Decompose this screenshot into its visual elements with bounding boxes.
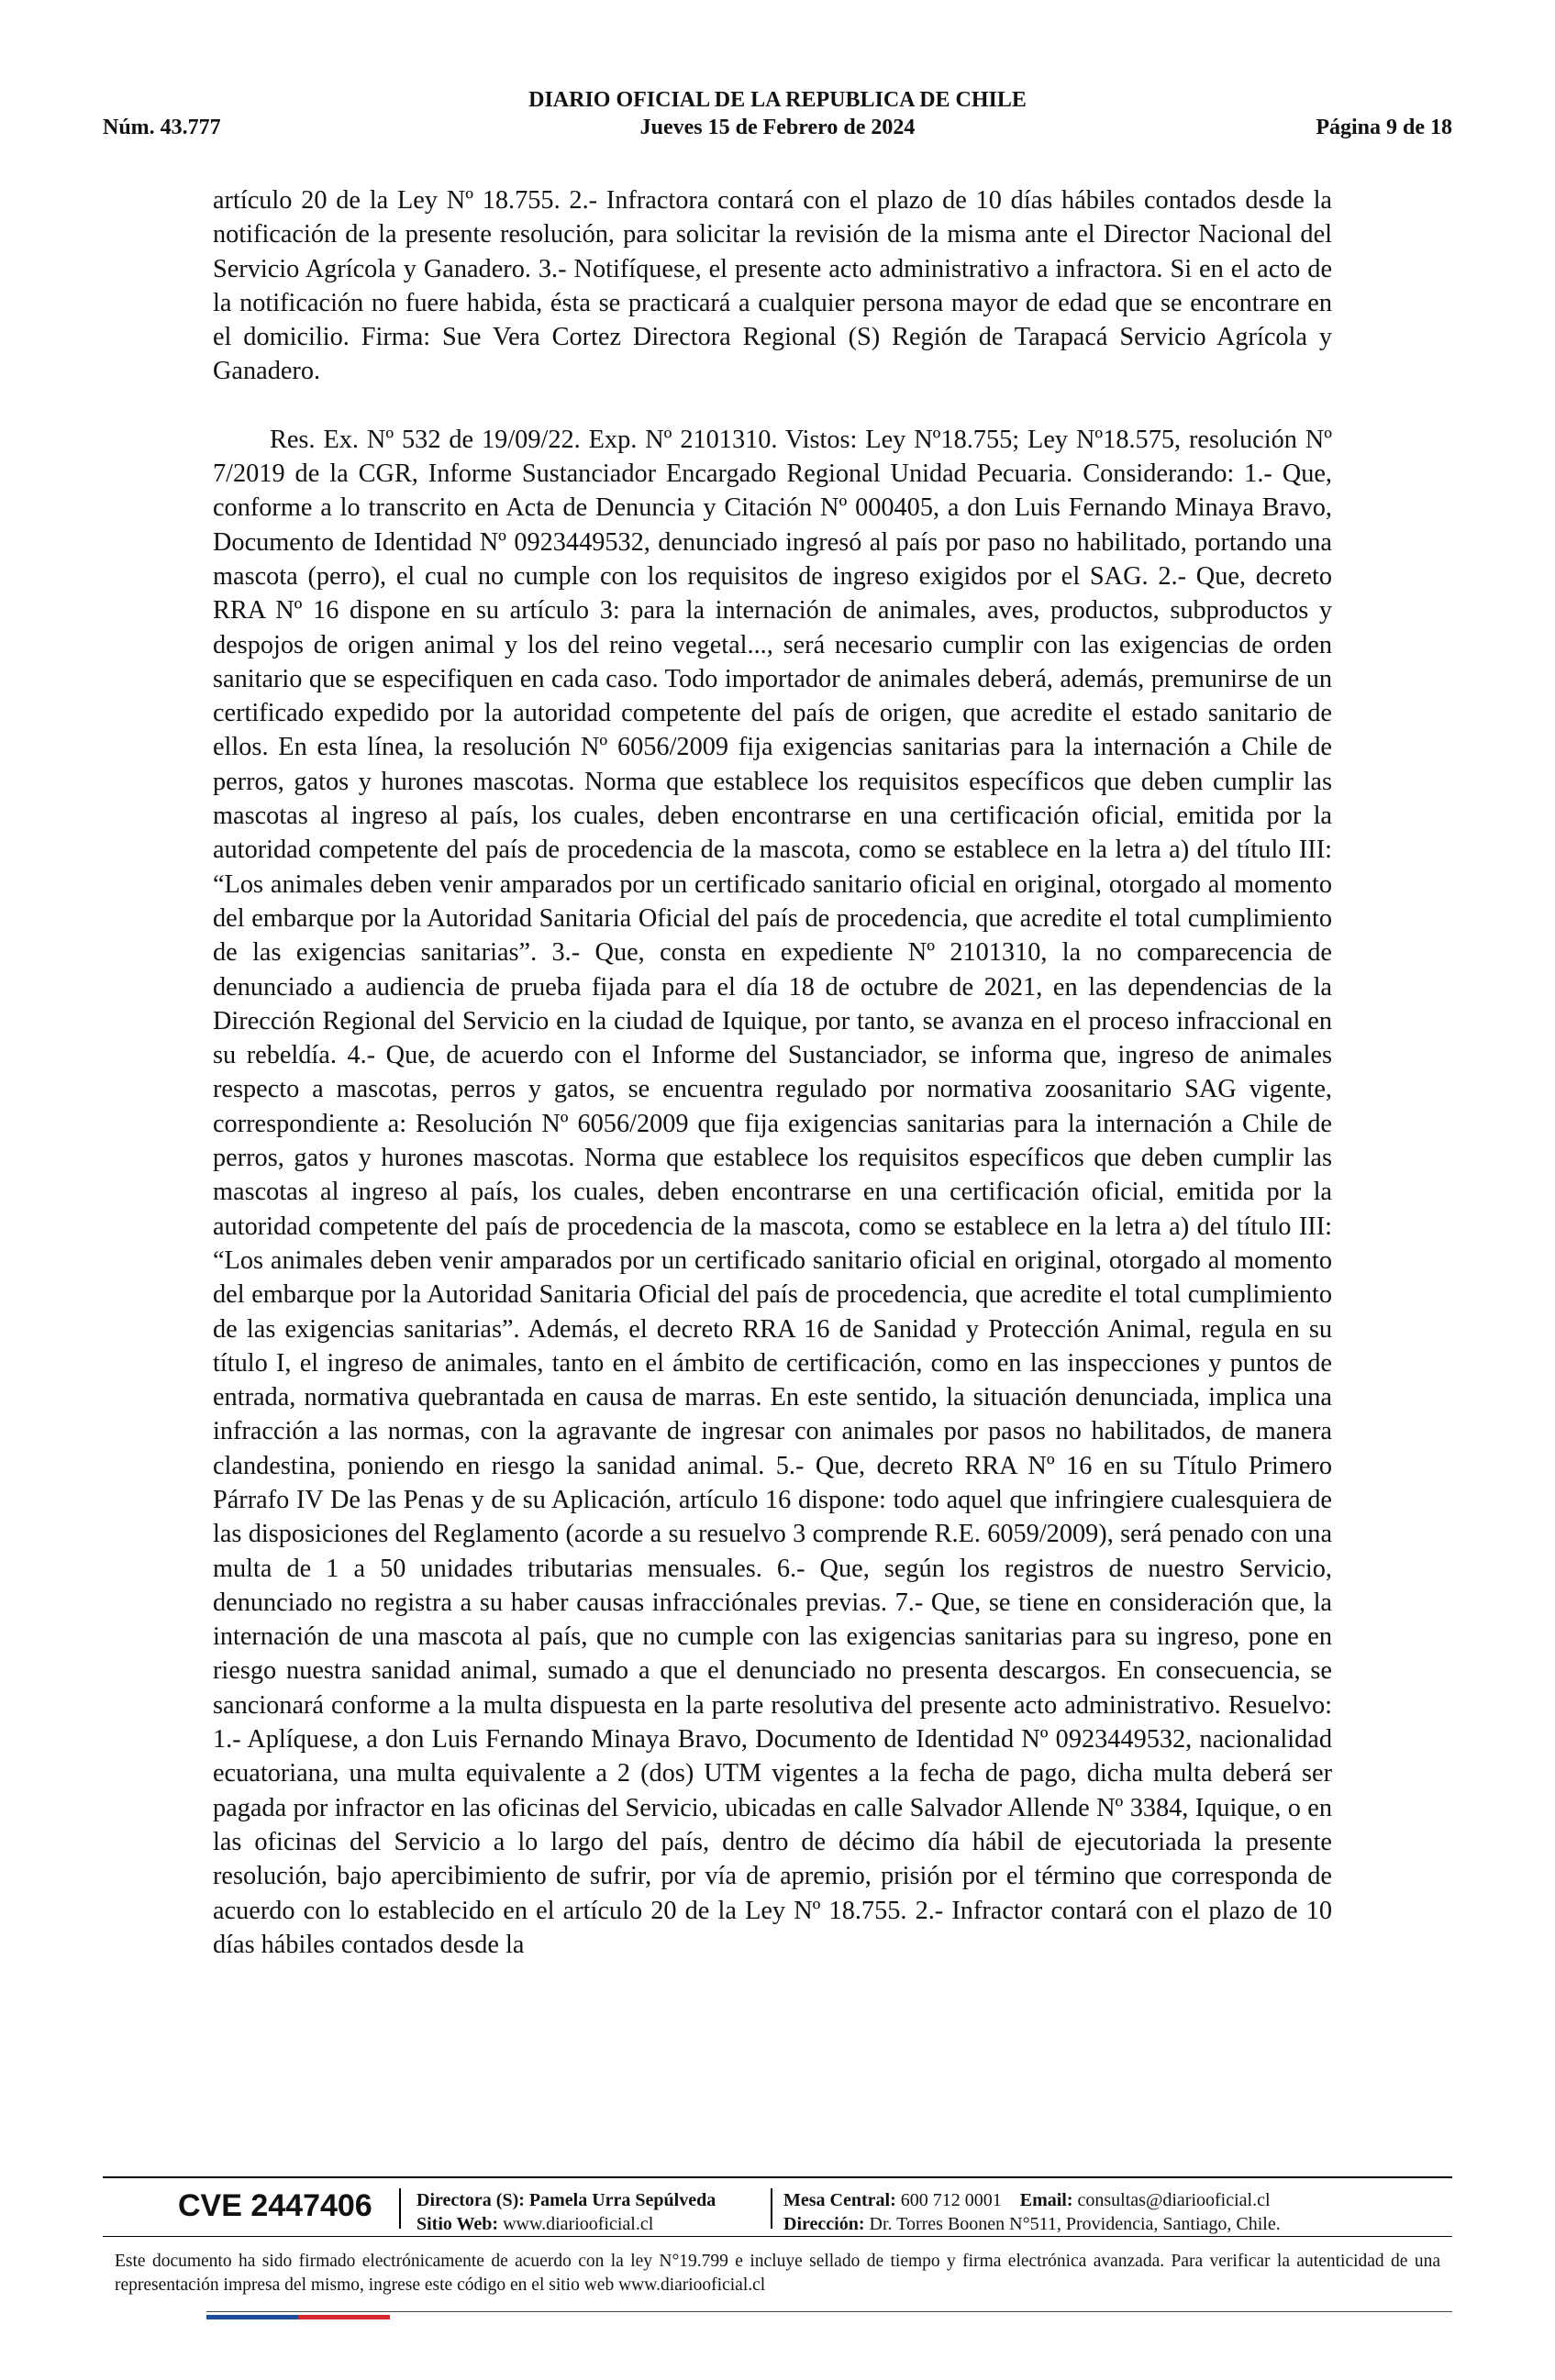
address-value: Dr. Torres Boonen N°511, Providencia, Santiago, Chile.: [869, 2214, 1281, 2234]
body-paragraph-1: artículo 20 de la Ley Nº 18.755. 2.- Infractora contará con el plazo de 10 días hábiles contados desde la notificación de la presente resolución, para solicitar la revisión de la misma ante el Director Nacional del Servicio Agrícola y Ganadero. 3.- Notifíquese, el presente acto administrativo a infractora. Si en el acto de la notificación no fuere habida, ésta se practicará a cualquier persona mayor de edad que se encontrare en el domicilio. Firma: Sue Vera Cortez Directora Regional (S) Región de Tarapacá Servicio Agrícola y Ganadero.: [213, 186, 1332, 386]
email-link[interactable]: consultas@diariooficial.cl: [1077, 2190, 1271, 2210]
director-label: Directora (S):: [417, 2190, 525, 2210]
flag-red-segment: [298, 2315, 390, 2319]
address-label: Dirección:: [783, 2214, 865, 2234]
footer-bottom-rule: [206, 2311, 1452, 2312]
director-name: Pamela Urra Sepúlveda: [528, 2190, 716, 2210]
footer-divider-2: [771, 2188, 772, 2229]
footer-director-block: [417, 2188, 716, 2236]
document-body: [213, 183, 1332, 1962]
footer-divider-1: [399, 2188, 401, 2229]
chile-flag-stripe: [206, 2315, 390, 2319]
header-info-row: [103, 116, 1452, 145]
phone-value: 600 712 0001: [900, 2190, 1002, 2210]
page-number: Página 9 de 18: [1316, 116, 1452, 139]
cve-code: CVE 2447406: [178, 2188, 372, 2223]
flag-blue-segment: [206, 2315, 298, 2319]
body-paragraph-2: Res. Ex. Nº 532 de 19/09/22. Exp. Nº 2101310. Vistos: Ley Nº18.755; Ley Nº18.575, resolución Nº 7/2019 de la CGR, Informe Sustanciador Encargado Regional Unidad Pecuaria. Considerando: 1.- Que, conforme a lo transcrito en Acta de Denuncia y Citación Nº 000405, a don Luis Fernando Minaya Bravo, Documento de Identidad Nº 0923449532, denunciado ingresó al país por paso no habilitado, portando una mascota (perro), el cual no cumple con los requisitos de ingreso exigidos por el SAG. 2.- Que, decreto RRA Nº 16 dispone en su artículo 3: para la internación de animales, aves, productos, subproductos y despojos de origen animal y los del reino vegetal..., será necesario cumplir con las exigencias de orden sanitario que se especifiquen en cada caso. Todo importador de animales deberá, además, premunirse de un certificado expedido por la autoridad competente del país de origen, que acredite el estado sanitario de ellos. En esta línea, la resolución Nº 6056/2009 fija exigencias sanitarias para la internación a Chile de perros, gatos y hurones mascotas. Norma que establece los requisitos específicos que deben cumplir las mascotas al ingreso al país, los cuales, deben encontrarse en una certificación oficial, emitida por la autoridad competente del país de procedencia de la mascota, como se establece en la letra a) del título III: “Los animales deben venir amparados por un certificado sanitario oficial en original, otorgado al momento del embarque por la Autoridad Sanitaria Oficial del país de procedencia, que acredite el total cumplimiento de las exigencias sanitarias”. 3.- Que, consta en expediente Nº 2101310, la no comparecencia de denunciado a audiencia de prueba fijada para el día 18 de octubre de 2021, en las dependencias de la Dirección Regional del Servicio en la ciudad de Iquique, por tanto, se avanza en el proceso infraccional en su rebeldía. 4.- Que, de acuerdo con el Informe del Sustanciador, se informa que, ingreso de animales respecto a mascotas, perros y gatos, se encuentra regulado por normativa zoosanitario SAG vigente, correspondiente a: Resolución Nº 6056/2009 que fija exigencias sanitarias para la internación a Chile de perros, gatos y hurones mascotas. Norma que establece los requisitos específicos que deben cumplir las mascotas al ingreso al país, los cuales, deben encontrarse en una certificación oficial, emitida por la autoridad competente del país de procedencia de la mascota, como se establece en la letra a) del título III: “Los animales deben venir amparados por un certificado sanitario oficial en original, otorgado al momento del embarque por la Autoridad Sanitaria Oficial del país de procedencia, que acredite el total cumplimiento de las exigencias sanitarias”. Además, el decreto RRA 16 de Sanidad y Protección Animal, regula en su título I, el ingreso de animales, tanto en el ámbito de certificación, como en las inspecciones y puntos de entrada, normativa quebrantada en causa de marras. En este sentido, la situación denunciada, implica una infracción a las normas, con la agravante de ingresar con animales por pasos no habilitados, de manera clandestina, poniendo en riesgo la sanidad animal. 5.- Que, decreto RRA Nº 16 en su Título Primero Párrafo IV De las Penas y de su Aplicación, artículo 16 dispone: todo aquel que infringiere cualesquiera de las disposiciones del Reglamento (acorde a su resuelvo 3 comprende R.E. 6059/2009), será penado con una multa de 1 a 50 unidades tributarias mensuales. 6.- Que, según los registros de nuestro Servicio, denunciado no registra a su haber causas infracciónales previas. 7.- Que, se tiene en consideración que, la internación de una mascota al país, que no cumple con las exigencias sanitarias para su ingreso, pone en riesgo nuestra sanidad animal, sumado a que el denunciado no presenta descargos. En consecuencia, se sancionará conforme a la multa dispuesta en la parte resolutiva del presente acto administrativo. Resuelvo: 1.- Aplíquese, a don Luis Fernando Minaya Bravo, Documento de Identidad Nº 0923449532, nacionalidad ecuatoriana, una multa equivalente a 2 (dos) UTM vigentes a la fecha de pago, dicha multa deberá ser pagada por infractor en las oficinas del Servicio, ubicadas en calle Salvador Allende Nº 3384, Iquique, o en las oficinas del Servicio a lo largo del país, dentro de décimo día hábil de ejecutoriada la presente resolución, bajo apercibimiento de sufrir, por vía de apremio, prisión por el término que corresponda de acuerdo con lo establecido en el artículo 20 de la Ley Nº 18.755. 2.- Infractor contará con el plazo de 10 días hábiles contados desde la: [213, 425, 1332, 1959]
page-header: [103, 88, 1452, 154]
issue-number: Núm. 43.777: [103, 116, 221, 139]
phone-label: Mesa Central:: [783, 2190, 896, 2210]
publication-title: DIARIO OFICIAL DE LA REPUBLICA DE CHILE: [528, 88, 1027, 112]
legal-notice: Este documento ha sido firmado electrónicamente de acuerdo con la ley N°19.799 e incluye sellado de tiempo y firma electrónica avanzada. Para verificar la autenticidad de una representación impresa del mismo, ingrese este código en el sitio web www.diariooficial.cl: [115, 2252, 1440, 2295]
footer-contact-block: [783, 2188, 1281, 2236]
footer-middle-rule: [103, 2236, 1452, 2237]
web-label: Sitio Web:: [417, 2214, 499, 2234]
web-link[interactable]: www.diariooficial.cl: [503, 2214, 654, 2234]
email-label: Email:: [1019, 2190, 1073, 2210]
footer-top-rule: [103, 2176, 1452, 2178]
issue-date: Jueves 15 de Febrero de 2024: [639, 116, 916, 139]
